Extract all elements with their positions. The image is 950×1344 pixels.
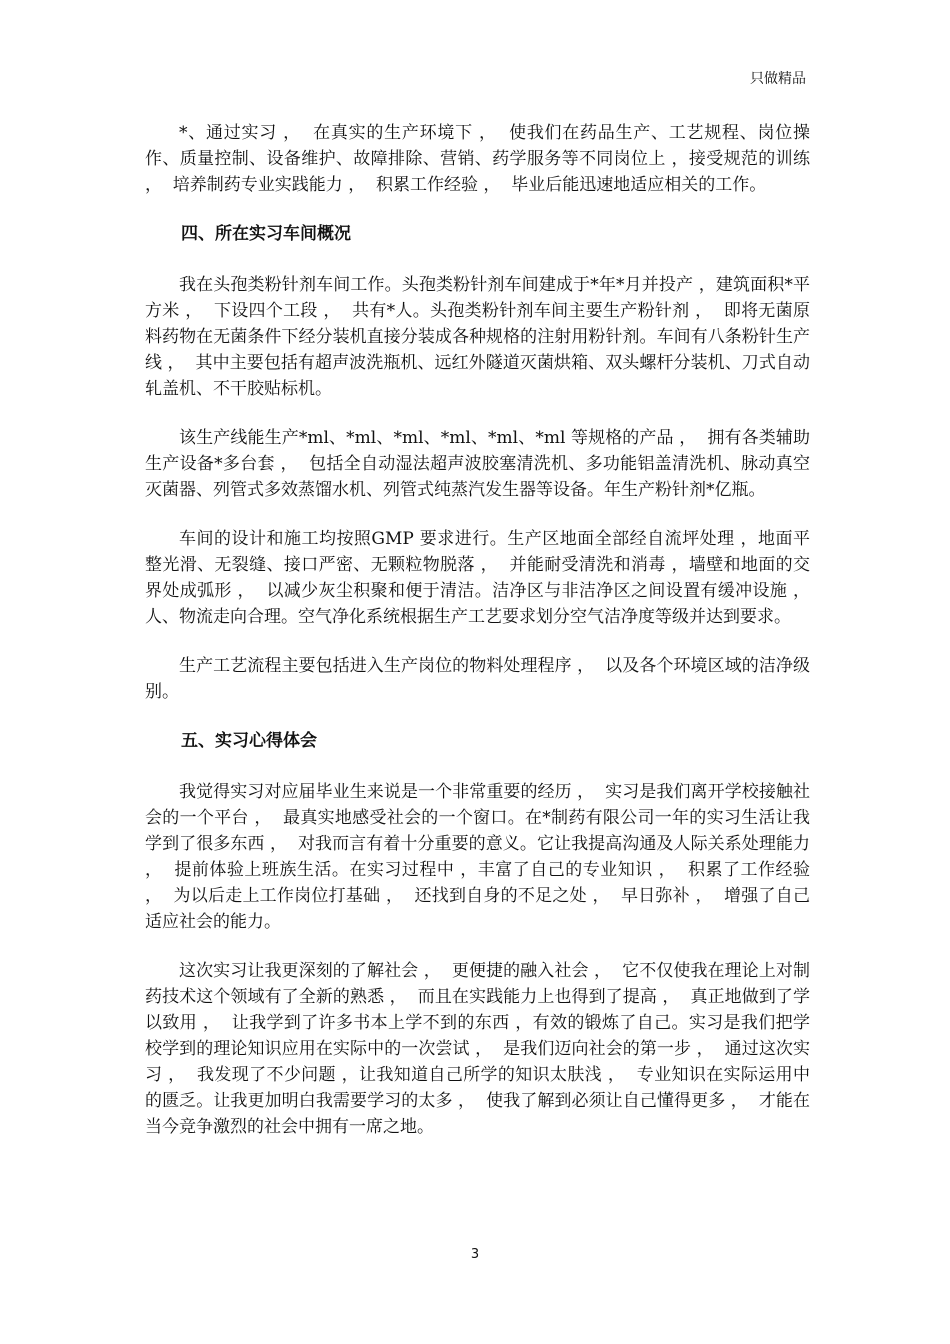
paragraph: *、通过实习 ， 在真实的生产环境下 ， 使我们在药品生产、工艺规程、岗位操作、质量控制、设备维护、故障排除、营销、药学服务等不同岗位上 ，接受规范的训练 ， 培养制药专业实践能力 ， 积累工作经验 ， 毕业后能迅速地适应相关的工作。 xyxy=(145,123,816,195)
paragraph: 生产工艺流程主要包括进入生产岗位的物料处理程序 ， 以及各个环境区域的洁净级别。 xyxy=(145,656,810,702)
paragraph: 车间的设计和施工均按照GMP 要求进行。生产区地面全部经自流坪处理 ，地面平整光滑、无裂缝、接口严密、无颗粒物脱落 ， 并能耐受清洗和消毒 ，墙壁和地面的交界处成弧形 ， 以减少灰尘积聚和便于清洁。洁净区与非洁净区之间设置有缓冲设施 ， 人、物流走向合理。空气净化系统根据生产工艺要求划分空气洁净度等级并达到要求。 xyxy=(145,529,821,627)
paragraph: 该生产线能生产*ml、*ml、*ml、*ml、*ml、*ml 等规格的产品 ， 拥有各类辅助生产设备*多台套 ， 包括全自动湿法超声波胶塞清洗机、多功能铝盖清洗机、脉动真空灭菌器、列管式多效蒸馏水机、列管式纯蒸汽发生器等设备。年生产粉针剂*亿瓶。 xyxy=(145,428,810,500)
section-heading-4: 四、所在实习车间概况 xyxy=(181,224,351,244)
page-header: 只做精品 xyxy=(750,71,806,87)
section-heading-5: 五、实习心得体会 xyxy=(181,731,317,751)
paragraph: 我觉得实习对应届毕业生来说是一个非常重要的经历 ， 实习是我们离开学校接触社会的一个平台 ， 最真实地感受社会的一个窗口。在*制药有限公司一年的实习生活让我学到了很多东西 ， 对我而言有着十分重要的意义。它让我提高沟通及人际关系处理能力 ， 提前体验上班族生活。在实习过程中 ，丰富了自己的专业知识 ， 积累了工作经验 ， 为以后走上工作岗位打基础 ， 还找到自身的不足之处 ， 早日弥补 ， 增强了自己适应社会的能力。 xyxy=(145,782,816,932)
paragraph: 我在头孢类粉针剂车间工作。头孢类粉针剂车间建成于*年*月并投产 ，建筑面积*平方米 ， 下设四个工段 ， 共有*人。头孢类粉针剂车间主要生产粉针剂 ， 即将无菌原料药物在无菌条件下经分装机直接分装成各种规格的注射用粉针剂。车间有八条粉针生产线 ， 其中主要包括有超声波洗瓶机、远红外隧道灭菌烘箱、双头螺杆分装机、刀式自动轧盖机、不干胶贴标机。 xyxy=(145,275,810,399)
page-number: 3 xyxy=(470,1247,480,1262)
document-body xyxy=(145,120,821,1163)
paragraph: 这次实习让我更深刻的了解社会 ， 更便捷的融入社会 ， 它不仅使我在理论上对制药技术这个领域有了全新的熟悉 ， 而且在实践能力上也得到了提高 ， 真正地做到了学以致用 ， 让我学到了许多书本上学不到的东西 ，有效的锻炼了自己。实习是我们把学校学到的理论知识应用在实际中的一次尝试 ， 是我们迈向社会的第一步 ， 通过这次实习 ， 我发现了不少问题 ，让我知道自己所学的知识太肤浅 ， 专业知识在实际运用中的匮乏。让我更加明白我需要学习的太多 ， 使我了解到必须让自己懂得更多 ， 才能在当今竞争激烈的社会中拥有一席之地。 xyxy=(145,961,810,1137)
